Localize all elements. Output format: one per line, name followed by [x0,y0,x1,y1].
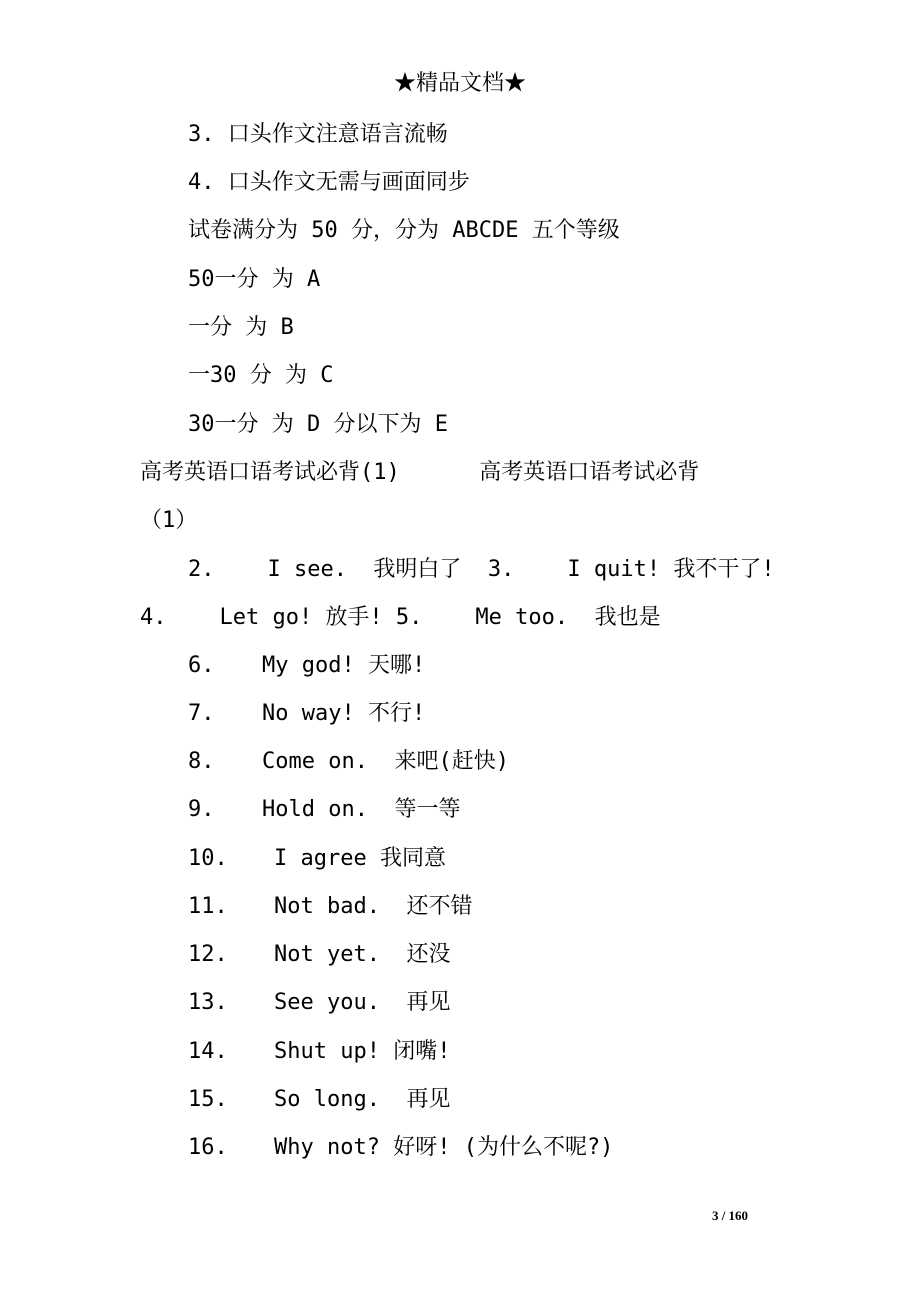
phrase-text: Why not? 好呀! (为什么不呢?) [274,1135,614,1160]
phrase-number: 8. [188,749,215,774]
phrase-text: Come on. 来吧(赶快) [262,749,509,774]
phrase-text: Hold on. 等一等 [262,797,461,822]
phrase-text: Shut up! 闭嘴! [274,1039,451,1064]
phrase-text: I agree 我同意 [274,846,446,871]
phrase-item [188,844,446,874]
section-title: 高考英语口语考试必背(1) 高考英语口语考试必背 [140,460,700,485]
phrase-number: 7. [188,701,215,726]
phrase-item [188,940,450,970]
phrase-text: So long. 再见 [274,1087,451,1112]
phrase-item [188,651,425,681]
phrase-item [188,1085,450,1115]
phrase-number: 9. [188,797,215,822]
intro-line: 50一分 为 A [188,267,321,292]
phrase-item [188,795,460,825]
phrase-line: 2. I see. 我明白了 3. I quit! 我不干了! [188,557,775,582]
intro-line: 一30 分 为 C [188,363,334,388]
phrase-item [188,1037,450,1067]
phrase-number: 16. [188,1135,228,1160]
intro-line: 4. 口头作文无需与画面同步 [188,170,470,195]
phrase-item [188,699,425,729]
intro-line: 30一分 为 D 分以下为 E [188,412,448,437]
phrase-number: 14. [188,1039,228,1064]
phrase-text: Not yet. 还没 [274,942,451,967]
phrase-text: My god! 天哪! [262,653,426,678]
phrase-number: 13. [188,990,228,1015]
phrase-item [188,988,450,1018]
phrase-number: 10. [188,846,228,871]
phrase-item [188,1133,613,1163]
intro-line: 3. 口头作文注意语言流畅 [188,122,448,147]
phrase-number: 15. [188,1087,228,1112]
phrase-number: 6. [188,653,215,678]
intro-line: 一分 为 B [188,315,294,340]
phrase-text: See you. 再见 [274,990,451,1015]
intro-line: 试卷满分为 50 分，分为 ABCDE 五个等级 [188,218,620,243]
page-indicator: 3 / 160 [711,1208,749,1223]
phrase-text: No way! 不行! [262,701,426,726]
section-title-continuation: （1） [140,508,198,533]
phrase-item [188,747,509,777]
phrase-number: 11. [188,894,228,919]
phrase-item [188,892,472,922]
phrase-line: 4. Let go! 放手! 5. Me too. 我也是 [140,605,661,630]
phrase-text: Not bad. 还不错 [274,894,473,919]
document-header: ★精品文档★ [393,71,526,96]
phrase-number: 12. [188,942,228,967]
